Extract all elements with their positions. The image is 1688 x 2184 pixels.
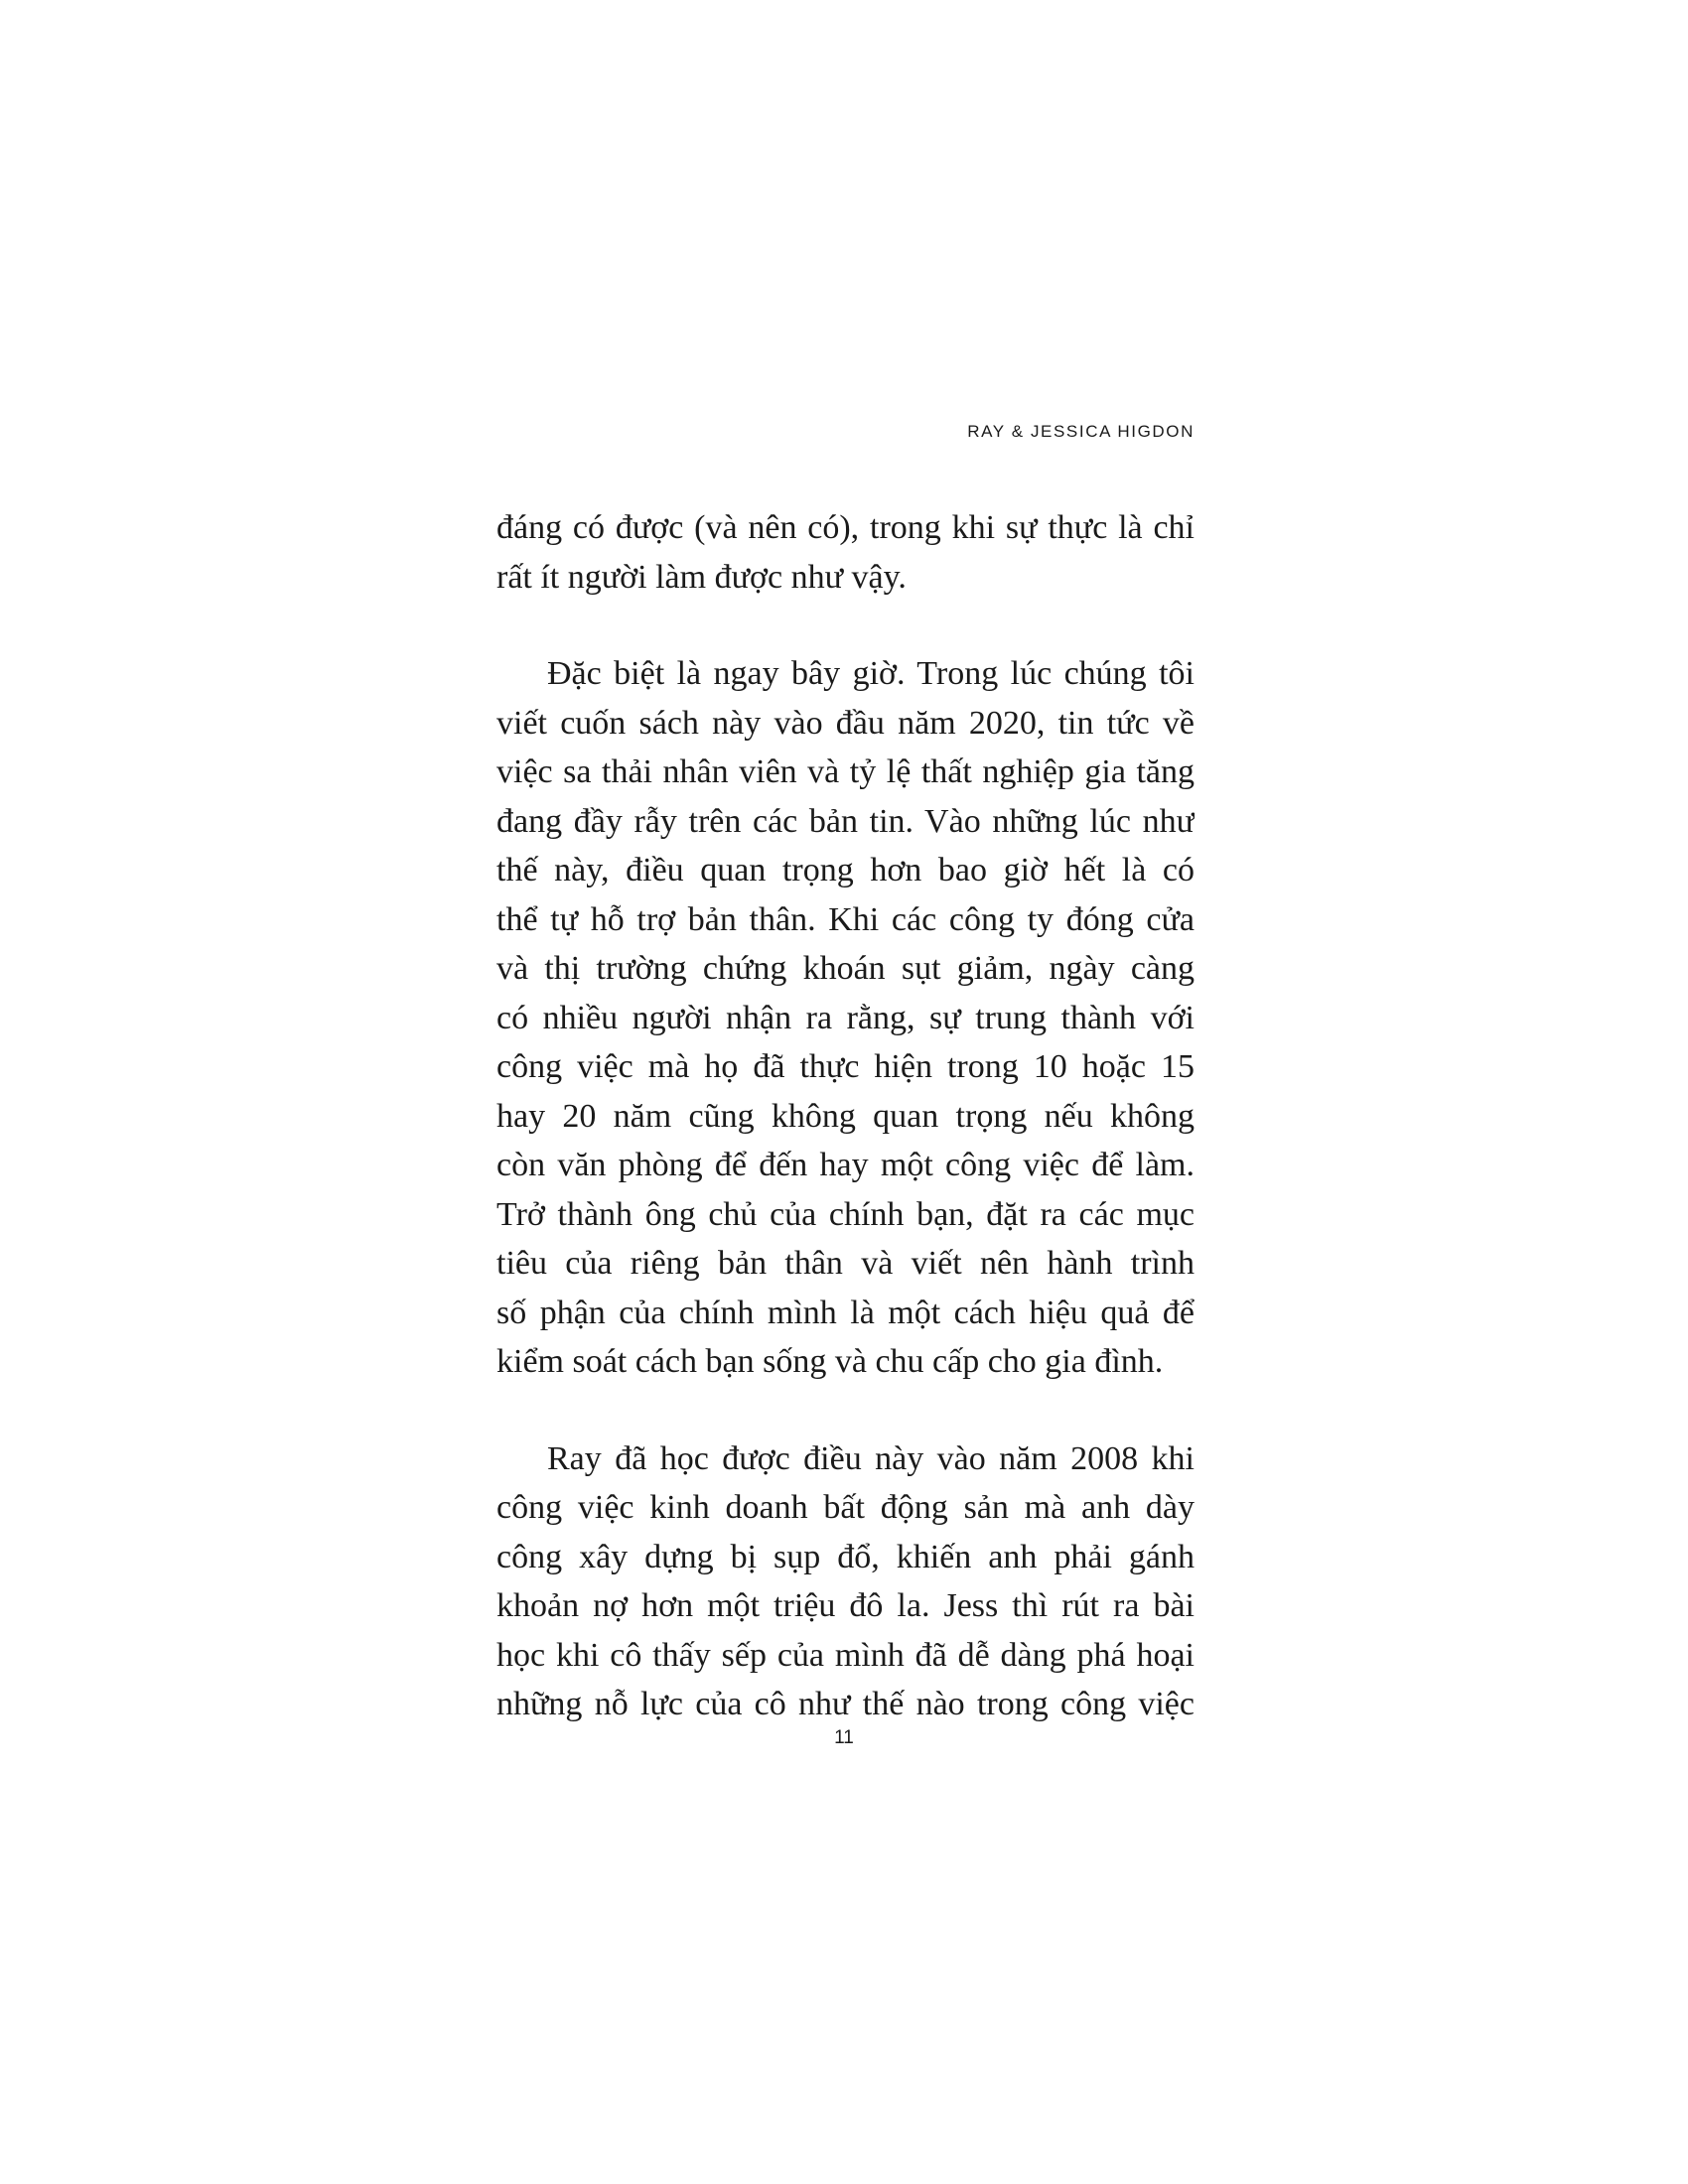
- text-line: công xây dựng bị sụp đổ, khiến anh phải gánh: [496, 1538, 1195, 1575]
- page-number: 11: [834, 1727, 854, 1748]
- running-header: RAY & JESSICA HIGDON: [967, 422, 1195, 441]
- text-line: thể tự hỗ trợ bản thân. Khi các công ty đóng cửa: [496, 900, 1195, 938]
- text-line: kiểm soát cách bạn sống và chu cấp cho gia đình.: [496, 1343, 1164, 1380]
- text-line: rất ít người làm được như vậy.: [496, 558, 907, 596]
- paragraph: [496, 649, 1195, 1387]
- text-line: khoản nợ hơn một triệu đô la. Jess thì rút ra bài: [496, 1587, 1195, 1624]
- paragraph-spacer: [496, 1387, 1195, 1434]
- text-line: Trở thành ông chủ của chính bạn, đặt ra các mục: [496, 1195, 1195, 1233]
- text-line: số phận của chính mình là một cách hiệu quả để: [496, 1294, 1195, 1331]
- text-line: Ray đã học được điều này vào năm 2008 khi: [547, 1439, 1195, 1477]
- text-line: Đặc biệt là ngay bây giờ. Trong lúc chúng tôi: [547, 655, 1195, 692]
- text-line: công việc kinh doanh bất động sản mà anh dày: [496, 1489, 1195, 1526]
- text-line: đáng có được (và nên có), trong khi sự thực là chỉ: [496, 509, 1195, 546]
- text-line: những nỗ lực của cô như thế nào trong công việc: [496, 1686, 1195, 1722]
- text-line: đang đầy rẫy trên các bản tin. Vào những lúc như: [496, 802, 1195, 840]
- text-line: và thị trường chứng khoán sụt giảm, ngày càng: [496, 950, 1195, 987]
- paragraph: [496, 503, 1195, 602]
- paragraph: [496, 1434, 1195, 1729]
- text-line: hay 20 năm cũng không quan trọng nếu không: [496, 1097, 1195, 1135]
- body-text: [496, 503, 1195, 1729]
- text-line: tiêu của riêng bản thân và viết nên hành trình: [496, 1245, 1195, 1282]
- text-line: có nhiều người nhận ra rằng, sự trung thành với: [496, 999, 1195, 1036]
- text-line: việc sa thải nhân viên và tỷ lệ thất nghiệp gia tăng: [496, 753, 1195, 790]
- text-line: còn văn phòng để đến hay một công việc để làm.: [496, 1147, 1195, 1183]
- paragraph-spacer: [496, 602, 1195, 649]
- text-line: viết cuốn sách này vào đầu năm 2020, tin tức về: [496, 704, 1195, 742]
- text-line: thế này, điều quan trọng hơn bao giờ hết là có: [496, 852, 1195, 888]
- text-line: công việc mà họ đã thực hiện trong 10 hoặc 15: [496, 1048, 1195, 1085]
- text-line: học khi cô thấy sếp của mình đã dễ dàng phá hoại: [496, 1636, 1195, 1674]
